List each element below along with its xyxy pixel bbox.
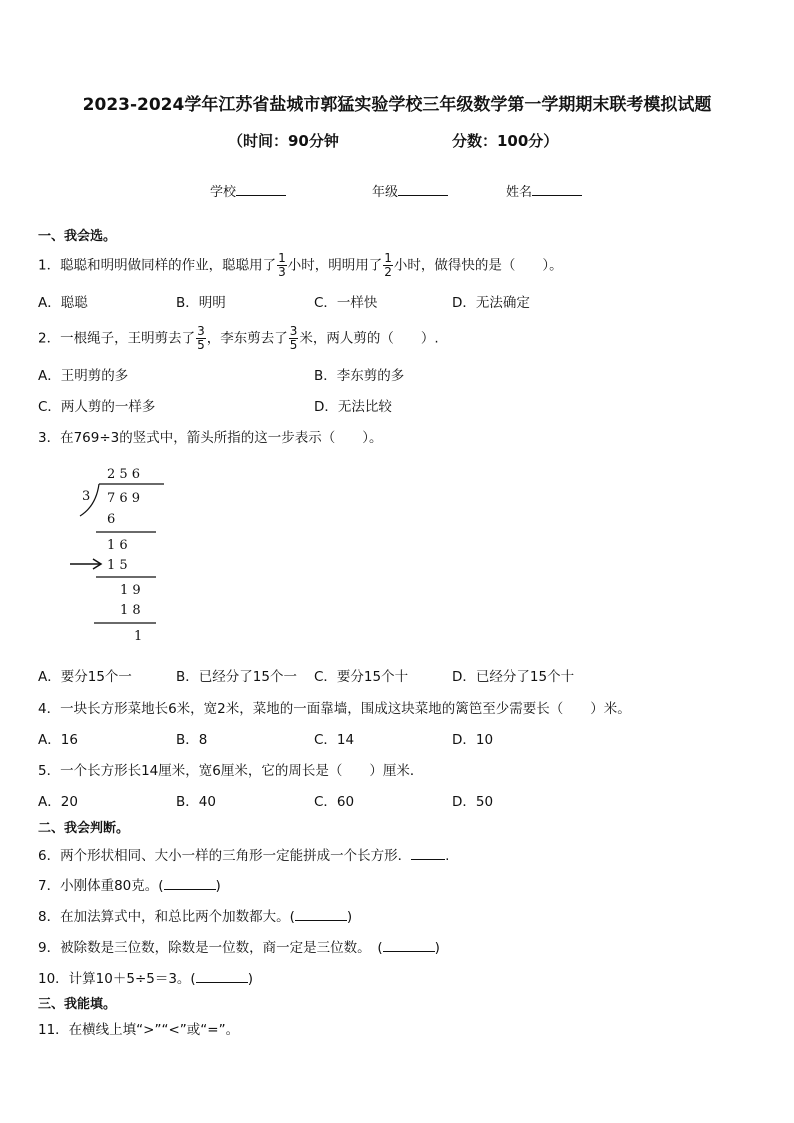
q7-answer-blank[interactable] xyxy=(164,877,216,890)
name-label: 姓名 xyxy=(506,185,533,200)
exam-time: （时间：90分钟 xyxy=(228,132,339,150)
q4-option-b[interactable]: B．8 xyxy=(176,732,208,748)
q5-option-b[interactable]: B．40 xyxy=(176,794,216,810)
name-blank[interactable] xyxy=(532,181,582,196)
section2-heading: 二、我会判断。 xyxy=(38,821,130,836)
q2-option-d[interactable]: D．无法比较 xyxy=(314,399,392,415)
division-step-4: 1 9 xyxy=(120,583,141,598)
school-field[interactable] xyxy=(210,181,286,200)
question-3: 3．在769÷3的竖式中，箭头所指的这一步表示（ ）。 xyxy=(38,430,383,446)
question-10 xyxy=(38,967,253,987)
q7-end: ) xyxy=(215,878,221,894)
grade-field[interactable] xyxy=(372,181,448,200)
page-title: 2023-2024学年江苏省盐城市郭猛实验学校三年级数学第一学期期末联考模拟试题 xyxy=(82,95,712,115)
q3-option-d[interactable]: D．已经分了15个十 xyxy=(452,669,575,685)
q4-option-c[interactable]: C．14 xyxy=(314,732,355,748)
q1-option-b[interactable]: B．明明 xyxy=(176,295,226,311)
q1-text-c: 小时，做得快的是（ ）。 xyxy=(393,257,563,274)
q6-answer-blank[interactable] xyxy=(411,847,445,860)
q5-option-d[interactable]: D．50 xyxy=(452,794,494,810)
q7-text: 7．小刚体重80克。( xyxy=(38,878,164,894)
q4-option-a[interactable]: A．16 xyxy=(38,732,78,748)
question-6 xyxy=(38,844,449,864)
long-division-figure xyxy=(60,458,180,648)
division-step-5: 1 8 xyxy=(120,603,141,618)
q1-option-c[interactable]: C．一样快 xyxy=(314,295,378,311)
question-8 xyxy=(38,905,352,925)
division-dividend: 7 6 9 xyxy=(107,491,141,506)
division-step-2: 1 6 xyxy=(107,538,128,553)
q3-option-c[interactable]: C．要分15个十 xyxy=(314,669,409,685)
question-5: 5．一个长方形长14厘米，宽6厘米，它的周长是（ ）厘米． xyxy=(38,763,424,779)
q1-option-d[interactable]: D．无法确定 xyxy=(452,295,530,311)
school-label: 学校 xyxy=(210,185,237,200)
fraction-three-fifths-b: $\frac{3}{5}$ xyxy=(289,324,298,352)
division-remainder: 1 xyxy=(134,629,143,644)
q2-text-a: 2．一根绳子，王明剪去了 xyxy=(38,330,196,347)
q2-option-c[interactable]: C．两人剪的一样多 xyxy=(38,399,156,415)
fraction-one-half: $\frac{1}{2}$ xyxy=(384,251,392,279)
q8-end: ) xyxy=(346,909,353,925)
fraction-one-third: $\frac{1}{3}$ xyxy=(278,251,286,279)
q9-answer-blank[interactable] xyxy=(383,939,435,952)
question-2 xyxy=(38,325,439,352)
q2-text-b: ，李东剪去了 xyxy=(206,330,288,347)
q8-text: 8．在加法算式中，和总比两个加数都大。( xyxy=(38,909,295,925)
q10-end: ) xyxy=(247,971,253,987)
q9-text: 9．被除数是三位数，除数是一位数，商一定是三位数。 ( xyxy=(38,940,383,956)
q2-option-a[interactable]: A．王明剪的多 xyxy=(38,368,129,384)
division-quotient: 2 5 6 xyxy=(107,467,141,482)
q4-option-d[interactable]: D．10 xyxy=(452,732,494,748)
fraction-three-fifths-a: $\frac{3}{5}$ xyxy=(197,324,205,352)
q3-option-b[interactable]: B．已经分了15个一 xyxy=(176,669,297,685)
q10-text: 10．计算10＋5÷5＝3。( xyxy=(38,971,196,987)
exam-score: 分数：100分） xyxy=(452,132,559,150)
q10-answer-blank[interactable] xyxy=(196,970,248,983)
grade-blank[interactable] xyxy=(398,181,448,196)
q6-end: . xyxy=(445,848,450,864)
division-divisor: 3 xyxy=(82,489,91,504)
q6-text: 6．两个形状相同、大小一样的三角形一定能拼成一个长方形． xyxy=(38,848,412,864)
section1-heading: 一、我会选。 xyxy=(38,229,117,244)
q2-option-b[interactable]: B．李东剪的多 xyxy=(314,368,405,384)
question-7 xyxy=(38,874,221,894)
q1-option-a[interactable]: A．聪聪 xyxy=(38,295,88,311)
division-step-3: 1 5 xyxy=(107,558,128,573)
q1-text-b: 小时，明明用了 xyxy=(287,257,383,274)
q2-text-c: 米，两人剪的（ ）. xyxy=(299,330,439,347)
q3-option-a[interactable]: A．要分15个一 xyxy=(38,669,132,685)
section3-heading: 三、我能填。 xyxy=(38,997,117,1012)
q5-option-c[interactable]: C．60 xyxy=(314,794,355,810)
division-step-1: 6 xyxy=(107,512,116,527)
q1-text-a: 1．聪聪和明明做同样的作业，聪聪用了 xyxy=(38,257,277,274)
name-field[interactable] xyxy=(506,181,582,200)
q5-option-a[interactable]: A．20 xyxy=(38,794,78,810)
school-blank[interactable] xyxy=(236,181,286,196)
question-4: 4．一块长方形菜地长6米，宽2米，菜地的一面靠墙，围成这块菜地的篱笆至少需要长（ ）米。 xyxy=(38,701,631,717)
question-11: 11．在横线上填“>”“<”或“=”。 xyxy=(38,1022,240,1038)
q9-end: ) xyxy=(434,940,440,956)
grade-label: 年级 xyxy=(372,185,399,200)
q8-answer-blank[interactable] xyxy=(295,908,347,921)
question-9 xyxy=(38,936,440,956)
question-1 xyxy=(38,252,563,279)
